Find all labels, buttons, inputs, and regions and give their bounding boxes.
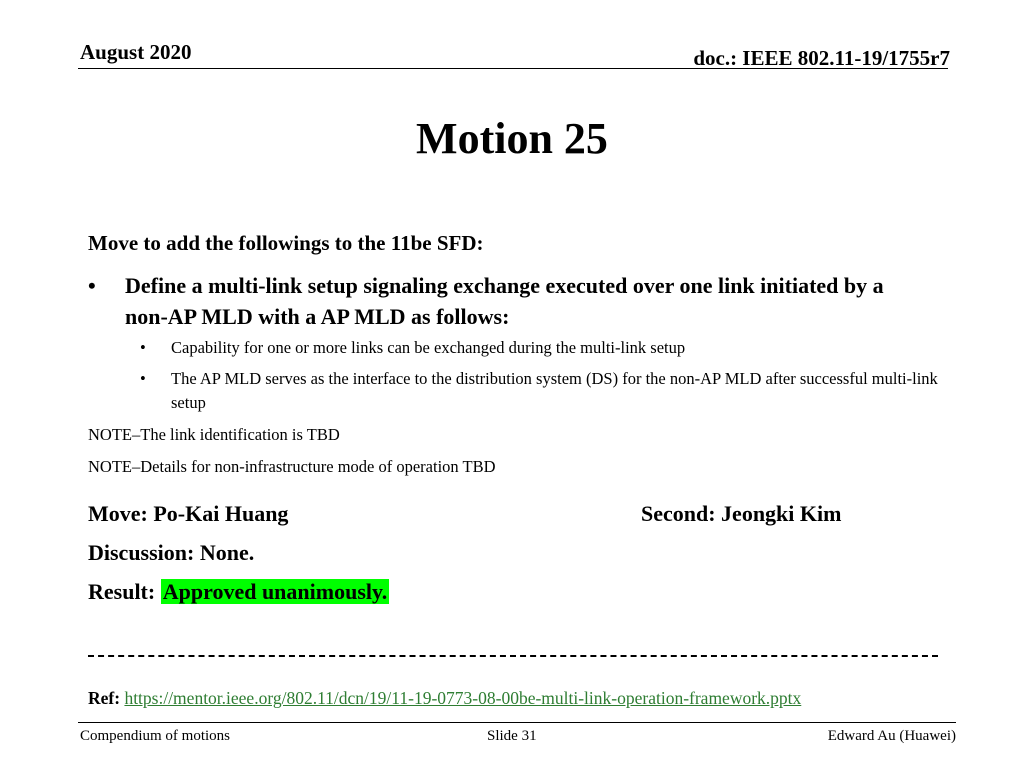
discussion: Discussion: None. [88, 540, 255, 565]
bullet-marker: • [88, 273, 96, 298]
mover: Move: Po-Kai Huang [88, 501, 289, 526]
footer-left: Compendium of motions [80, 728, 230, 744]
seconder: Second: Jeongki Kim [641, 501, 842, 526]
reference-link[interactable]: https://mentor.ieee.org/802.11/dcn/19/11-19-0773-08-00be-multi-link-operation-framework.pptx [124, 688, 802, 708]
main-bullet-text: Define a multi-link setup signaling exchange executed over one link initiated by a non-AP MLD with a AP MLD as follows: [125, 273, 884, 329]
slide-title: Motion 25 [416, 114, 608, 163]
sub-bullet-text: The AP MLD serves as the interface to the distribution system (DS) for the non-AP MLD after successful multi-link setup [171, 369, 938, 412]
footer-author: Edward Au (Huawei) [827, 728, 956, 744]
result [88, 579, 389, 605]
result-label: Result: [88, 579, 161, 604]
motion-intro: Move to add the followings to the 11be SFD: [88, 231, 484, 255]
slide-number: Slide 31 [487, 728, 537, 744]
header-doc-number: doc.: IEEE 802.11-19/1755r7 [693, 46, 950, 70]
header-divider [78, 68, 948, 69]
note-non-infrastructure: NOTE–Details for non-infrastructure mode of operation TBD [88, 457, 496, 476]
note-link-identification: NOTE–The link identification is TBD [88, 425, 340, 444]
reference [88, 688, 801, 709]
header-date: August 2020 [80, 40, 192, 64]
footer-divider [78, 722, 956, 723]
main-bullet [88, 270, 888, 332]
sub-bullet-text: Capability for one or more links can be exchanged during the multi-link setup [171, 338, 686, 357]
sub-bullet [140, 336, 940, 360]
result-value-highlight: Approved unanimously. [162, 579, 388, 604]
dashed-separator [88, 655, 938, 657]
sub-bullet [140, 367, 940, 415]
bullet-marker: • [140, 369, 146, 388]
bullet-marker: • [140, 338, 146, 357]
reference-label: Ref: [88, 688, 121, 708]
